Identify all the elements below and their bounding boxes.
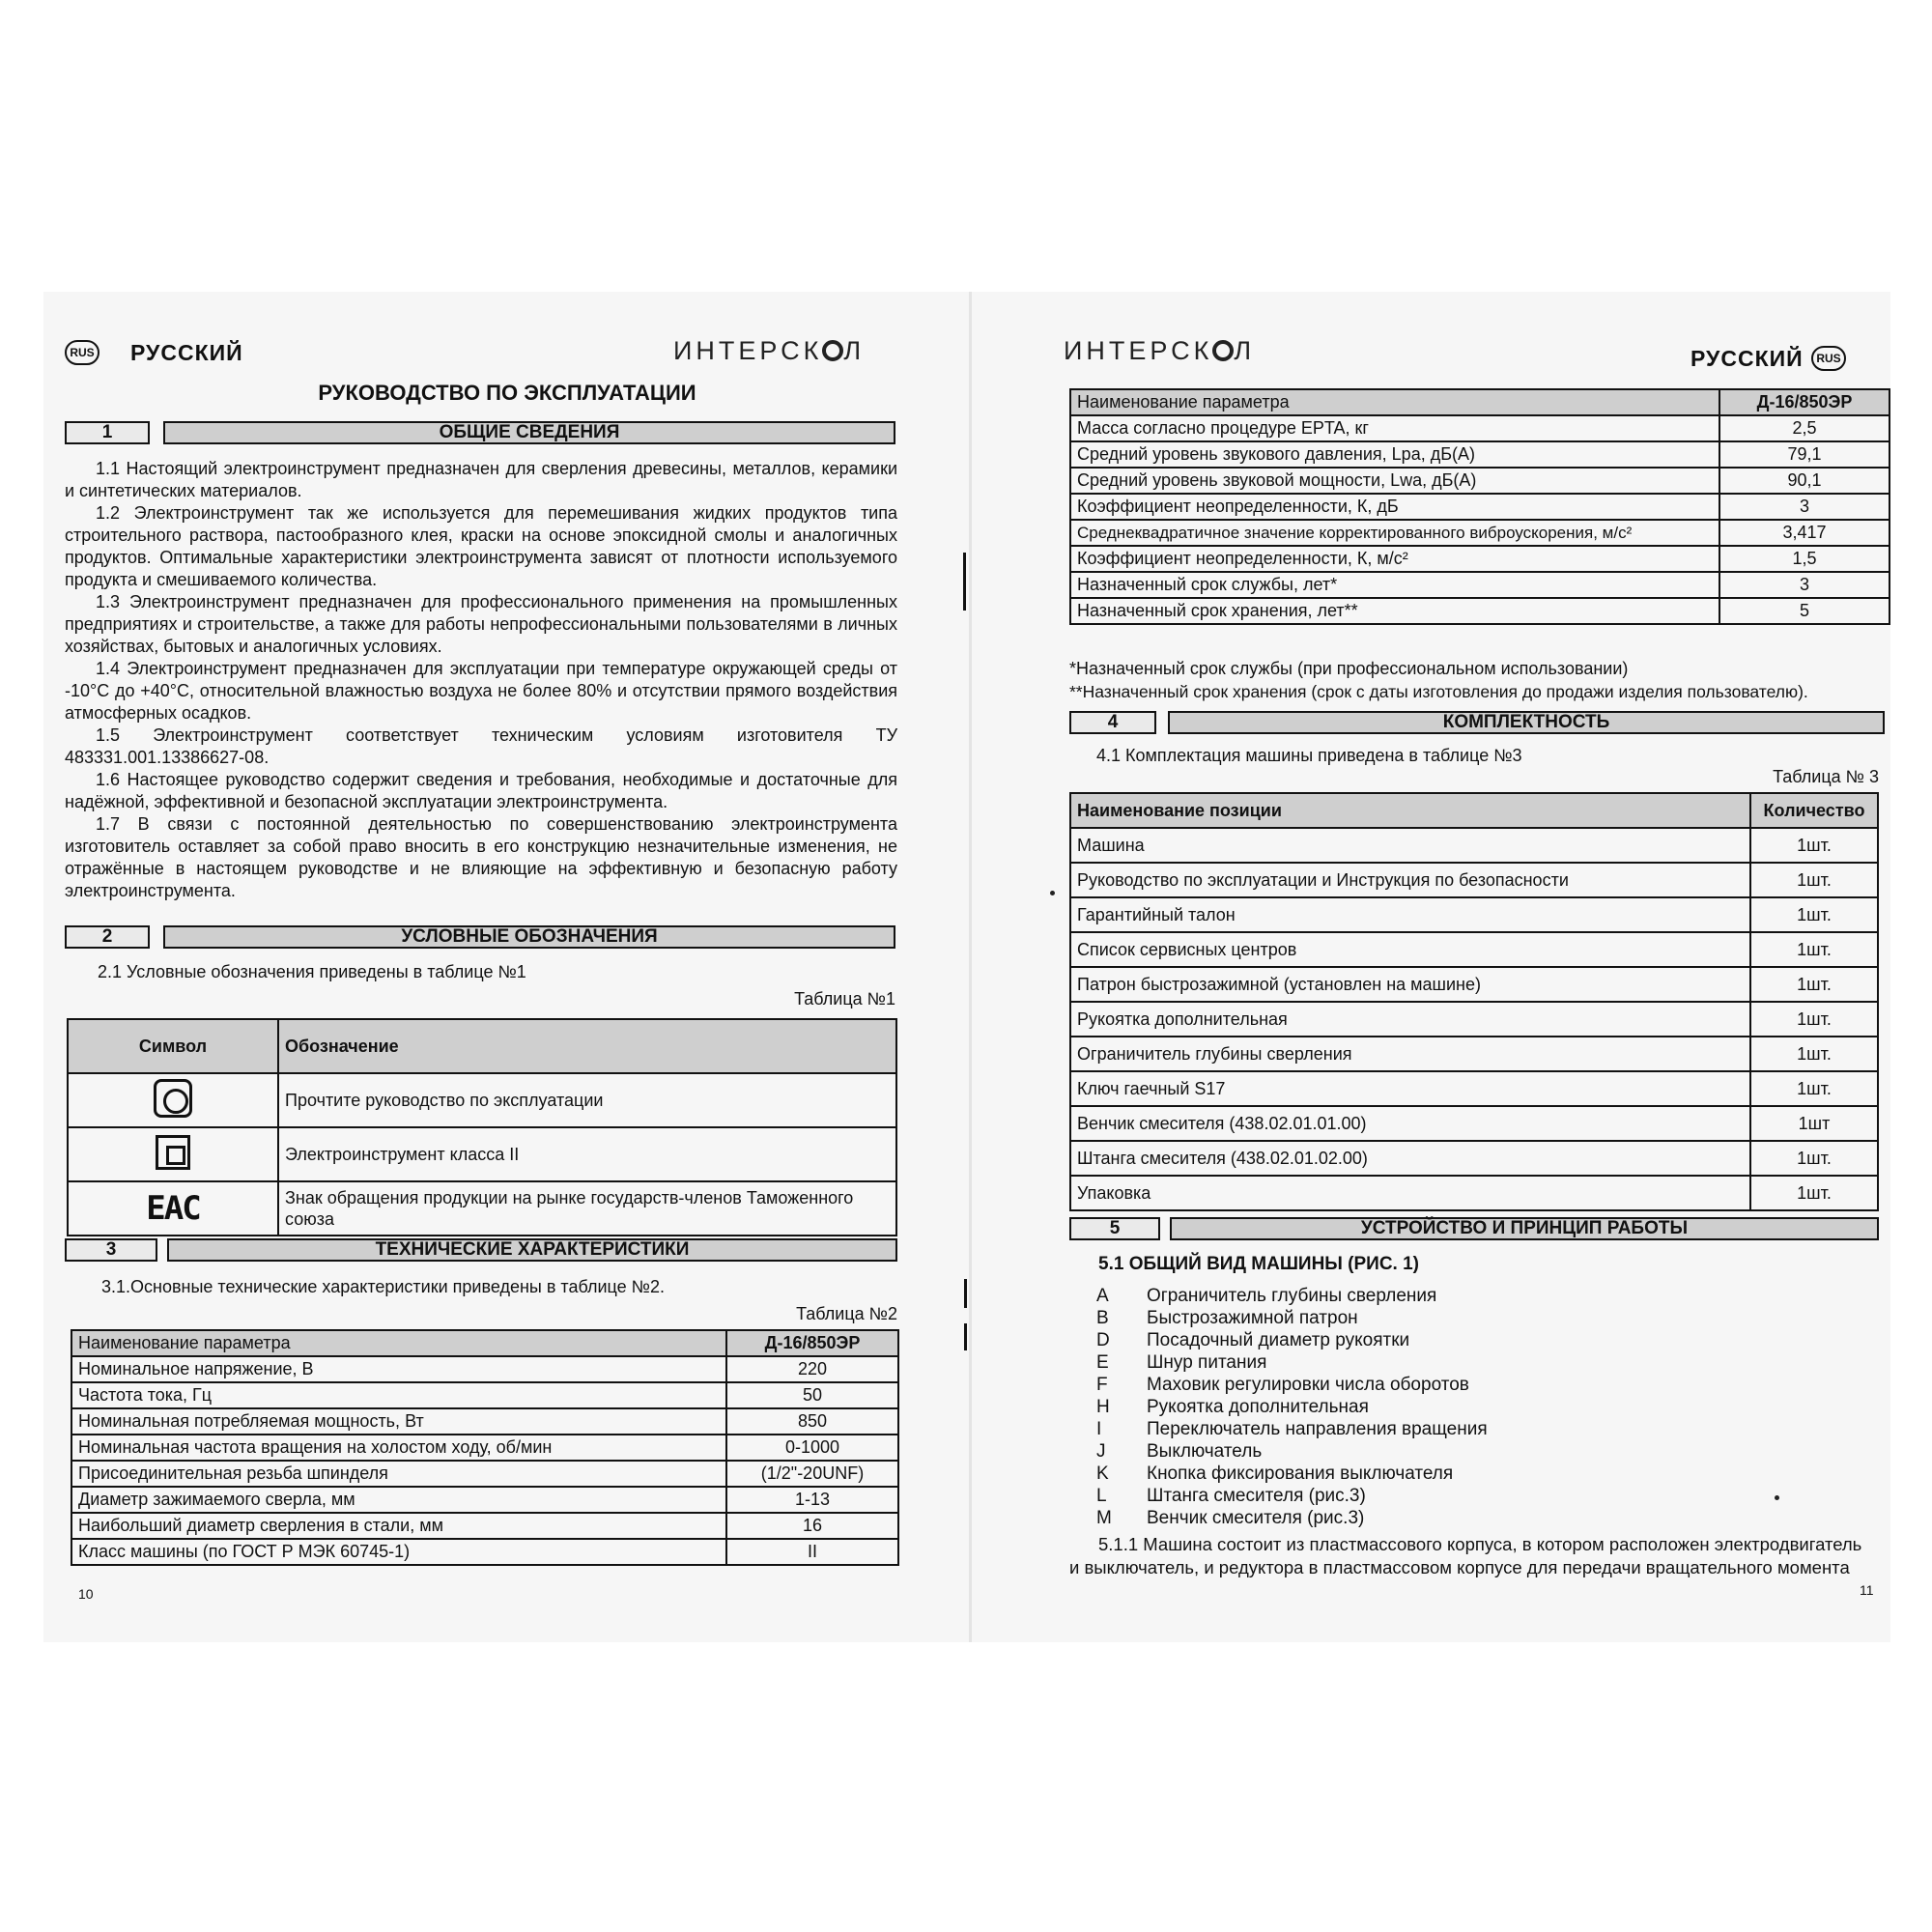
parameter-cell: Частота тока, Гц bbox=[71, 1382, 726, 1408]
table-row bbox=[1070, 1176, 1878, 1210]
symbol-cell bbox=[68, 1073, 278, 1127]
part-name: Шнур питания bbox=[1147, 1352, 1267, 1373]
table-row bbox=[1070, 1002, 1878, 1037]
part-letter: F bbox=[1096, 1375, 1108, 1395]
section-5-title: УСТРОЙСТВО И ПРИНЦИП РАБОТЫ bbox=[1170, 1217, 1879, 1240]
brand-text: ИНТЕРСК bbox=[1064, 336, 1213, 365]
quantity-cell: 1шт. bbox=[1750, 932, 1878, 967]
value-cell: 1,5 bbox=[1719, 546, 1889, 572]
language-label: РУССКИЙ bbox=[1690, 346, 1804, 371]
model-header: Д-16/850ЭР bbox=[1719, 389, 1889, 415]
section-1-text bbox=[65, 458, 897, 902]
parts-list bbox=[1096, 1285, 1488, 1529]
table-row bbox=[1070, 598, 1889, 624]
item-cell: Упаковка bbox=[1070, 1176, 1750, 1210]
list-item bbox=[1096, 1418, 1488, 1440]
paragraph-5-1-1-line1: 5.1.1 Машина состоит из пластмассового корпуса, в котором расположен электродвигатель bbox=[1098, 1534, 1862, 1554]
section-3-number: 3 bbox=[65, 1238, 157, 1262]
section-2-intro: 2.1 Условные обозначения приведены в таблице №1 bbox=[98, 962, 526, 981]
position-header: Наименование позиции bbox=[1070, 793, 1750, 828]
item-cell: Гарантийный талон bbox=[1070, 897, 1750, 932]
brand-text-tail: Л bbox=[843, 336, 866, 365]
footnote-service-life: *Назначенный срок службы (при профессиональном использовании) bbox=[1069, 659, 1629, 678]
parameter-cell: Среднеквадратичное значение корректированного виброускорения, м/с² bbox=[1070, 520, 1719, 546]
table-row bbox=[1070, 1141, 1878, 1176]
quantity-cell: 1шт. bbox=[1750, 1037, 1878, 1071]
item-cell: Ограничитель глубины сверления bbox=[1070, 1037, 1750, 1071]
value-cell: 3 bbox=[1719, 572, 1889, 598]
parameter-cell: Масса согласно процедуре EPTA, кг bbox=[1070, 415, 1719, 441]
list-item bbox=[1096, 1329, 1488, 1351]
parameter-cell: Номинальная потребляемая мощность, Вт bbox=[71, 1408, 726, 1435]
section-2-title: УСЛОВНЫЕ ОБОЗНАЧЕНИЯ bbox=[163, 925, 895, 949]
section-4-intro: 4.1 Комплектация машины приведена в таблице №3 bbox=[1096, 746, 1522, 765]
list-item bbox=[1096, 1440, 1488, 1463]
quantity-cell: 1шт. bbox=[1750, 1176, 1878, 1210]
section-2-number: 2 bbox=[65, 925, 150, 949]
parameter-cell: Назначенный срок службы, лет* bbox=[1070, 572, 1719, 598]
value-cell: 90,1 bbox=[1719, 468, 1889, 494]
part-name: Штанга смесителя (рис.3) bbox=[1147, 1486, 1366, 1506]
table-row bbox=[71, 1461, 898, 1487]
paragraph-1-1: 1.1 Настоящий электроинструмент предназначен для сверления древесины, металлов, керамики и синтетических материалов. bbox=[65, 459, 897, 500]
part-letter: M bbox=[1096, 1508, 1112, 1528]
parameter-cell: Коэффициент неопределенности, К, м/с² bbox=[1070, 546, 1719, 572]
manual-read-icon bbox=[154, 1079, 192, 1118]
table-row bbox=[71, 1356, 898, 1382]
print-speck bbox=[1775, 1495, 1779, 1500]
table-row bbox=[71, 1435, 898, 1461]
symbol-cell bbox=[68, 1127, 278, 1181]
booklet-spread bbox=[43, 292, 1890, 1642]
print-speck bbox=[1050, 891, 1055, 895]
table-row bbox=[1070, 863, 1878, 897]
item-cell: Венчик смесителя (438.02.01.01.00) bbox=[1070, 1106, 1750, 1141]
paragraph-1-4: 1.4 Электроинструмент предназначен для эксплуатации при температуре окружающей среды от -10°С до +40°С, относительной влажностью воздуха не более 80% и отсутствии прямого воздействия атмосферных осадков. bbox=[65, 659, 897, 723]
section-4-number: 4 bbox=[1069, 711, 1156, 734]
item-cell: Штанга смесителя (438.02.01.02.00) bbox=[1070, 1141, 1750, 1176]
part-name: Быстрозажимной патрон bbox=[1147, 1308, 1358, 1328]
table-header-row bbox=[68, 1019, 896, 1073]
section-3-title: ТЕХНИЧЕСКИЕ ХАРАКТЕРИСТИКИ bbox=[167, 1238, 897, 1262]
parameter-cell: Средний уровень звукового давления, Lpa, дБ(А) bbox=[1070, 441, 1719, 468]
section-1-number: 1 bbox=[65, 421, 150, 444]
table-row bbox=[71, 1487, 898, 1513]
symbol-cell bbox=[68, 1181, 278, 1236]
paragraph-1-3: 1.3 Электроинструмент предназначен для профессионального применения на промышленных предприятиях и строительстве, а также для работы непрофессиональными пользователями в личных хозяйствах, бытовых и аналогичных условиях. bbox=[65, 592, 897, 656]
item-cell: Патрон быстрозажимной (установлен на машине) bbox=[1070, 967, 1750, 1002]
table-row bbox=[1070, 1106, 1878, 1141]
item-cell: Руководство по эксплуатации и Инструкция по безопасности bbox=[1070, 863, 1750, 897]
quantity-cell: 1шт bbox=[1750, 1106, 1878, 1141]
part-name: Посадочный диаметр рукоятки bbox=[1147, 1330, 1410, 1350]
list-item bbox=[1096, 1351, 1488, 1374]
part-letter: J bbox=[1096, 1441, 1106, 1462]
paragraph-1-6: 1.6 Настоящее руководство содержит сведения и требования, необходимые и достаточные для надёжной, эффективной и безопасной эксплуатации электроинструмента. bbox=[65, 770, 897, 811]
part-name: Ограничитель глубины сверления bbox=[1147, 1286, 1437, 1306]
value-cell: 1-13 bbox=[726, 1487, 898, 1513]
parameter-cell: Присоединительная резьба шпинделя bbox=[71, 1461, 726, 1487]
brand-logo bbox=[673, 336, 865, 366]
meaning-cell: Прочтите руководство по эксплуатации bbox=[278, 1073, 896, 1127]
list-item bbox=[1096, 1507, 1488, 1529]
parameter-header: Наименование параметра bbox=[71, 1330, 726, 1356]
tech-specs-table bbox=[71, 1329, 899, 1566]
right-page bbox=[971, 292, 1890, 1642]
brand-text-tail: Л bbox=[1234, 336, 1256, 365]
table-row bbox=[1070, 441, 1889, 468]
table-row bbox=[71, 1382, 898, 1408]
part-name: Рукоятка дополнительная bbox=[1147, 1397, 1369, 1417]
part-name: Кнопка фиксирования выключателя bbox=[1147, 1463, 1454, 1484]
part-letter: A bbox=[1096, 1286, 1109, 1306]
value-cell: 3,417 bbox=[1719, 520, 1889, 546]
paragraph-1-5: 1.5 Электроинструмент соответствует техническим условиям изготовителя ТУ 483331.001.13386627-08. bbox=[65, 725, 897, 767]
part-name: Венчик смесителя (рис.3) bbox=[1147, 1508, 1365, 1528]
table-row bbox=[1070, 546, 1889, 572]
quantity-cell: 1шт. bbox=[1750, 1071, 1878, 1106]
table-row bbox=[71, 1408, 898, 1435]
parameter-cell: Средний уровень звуковой мощности, Lwa, дБ(А) bbox=[1070, 468, 1719, 494]
part-name: Выключатель bbox=[1147, 1441, 1263, 1462]
table-row bbox=[1070, 897, 1878, 932]
meaning-cell: Электроинструмент класса II bbox=[278, 1127, 896, 1181]
page-number-right: 11 bbox=[1860, 1582, 1874, 1598]
part-name: Переключатель направления вращения bbox=[1147, 1419, 1488, 1439]
list-item bbox=[1096, 1307, 1488, 1329]
list-item bbox=[1096, 1463, 1488, 1485]
item-cell: Список сервисных центров bbox=[1070, 932, 1750, 967]
table-row bbox=[71, 1513, 898, 1539]
staple-mark bbox=[964, 1323, 967, 1350]
paragraph-5-1-1-line2: и выключатель, и редуктора в пластмассовом корпусе для передачи вращательного момента bbox=[1069, 1557, 1850, 1577]
eac-mark-icon: ЕАС bbox=[146, 1189, 200, 1228]
value-cell: 79,1 bbox=[1719, 441, 1889, 468]
footnote-storage-life: **Назначенный срок хранения (срок с даты изготовления до продажи изделия пользователю). bbox=[1069, 682, 1808, 701]
symbol-header: Символ bbox=[68, 1019, 278, 1073]
quantity-cell: 1шт. bbox=[1750, 1002, 1878, 1037]
parameter-cell: Диаметр зажимаемого сверла, мм bbox=[71, 1487, 726, 1513]
gear-icon bbox=[1212, 340, 1234, 361]
value-cell: 16 bbox=[726, 1513, 898, 1539]
parameter-cell: Номинальное напряжение, В bbox=[71, 1356, 726, 1382]
quantity-cell: 1шт. bbox=[1750, 1141, 1878, 1176]
brand-logo bbox=[1064, 336, 1255, 366]
meaning-cell: Знак обращения продукции на рынке государств-членов Таможенного союза bbox=[278, 1181, 896, 1236]
parameter-cell: Наибольший диаметр сверления в стали, мм bbox=[71, 1513, 726, 1539]
part-letter: I bbox=[1096, 1419, 1102, 1439]
page-number-left: 10 bbox=[78, 1586, 94, 1602]
kit-contents-table bbox=[1069, 792, 1879, 1211]
value-cell: 50 bbox=[726, 1382, 898, 1408]
value-cell: 220 bbox=[726, 1356, 898, 1382]
staple-mark bbox=[964, 1279, 967, 1308]
part-letter: B bbox=[1096, 1308, 1109, 1328]
parameter-cell: Номинальная частота вращения на холостом ходу, об/мин bbox=[71, 1435, 726, 1461]
value-cell: 850 bbox=[726, 1408, 898, 1435]
tech-specs-table-continued bbox=[1069, 388, 1890, 625]
item-cell: Ключ гаечный S17 bbox=[1070, 1071, 1750, 1106]
quantity-cell: 1шт. bbox=[1750, 863, 1878, 897]
paragraph-1-7: 1.7 В связи с постоянной деятельностью по совершенствованию электроинструмента изготовитель оставляет за собой право вносить в его конструкцию незначительные изменения, не отражённые в настоящем руководстве и не влияющие на эффективную и безопасную работу электроинструмента. bbox=[65, 814, 897, 900]
rus-badge: RUS bbox=[65, 340, 99, 365]
table-header-row bbox=[71, 1330, 898, 1356]
table-3-caption: Таблица № 3 bbox=[1773, 767, 1879, 786]
document-title: РУКОВОДСТВО ПО ЭКСПЛУАТАЦИИ bbox=[318, 381, 696, 405]
table-row bbox=[1070, 520, 1889, 546]
table-row bbox=[1070, 494, 1889, 520]
value-cell: 5 bbox=[1719, 598, 1889, 624]
part-letter: H bbox=[1096, 1397, 1110, 1417]
table-row bbox=[1070, 415, 1889, 441]
symbols-table bbox=[67, 1018, 897, 1236]
item-cell: Рукоятка дополнительная bbox=[1070, 1002, 1750, 1037]
table-row bbox=[1070, 468, 1889, 494]
parameter-cell: Класс машины (по ГОСТ Р МЭК 60745-1) bbox=[71, 1539, 726, 1565]
table-header-row bbox=[1070, 793, 1878, 828]
table-row bbox=[1070, 1071, 1878, 1106]
quantity-cell: 1шт. bbox=[1750, 897, 1878, 932]
value-cell: II bbox=[726, 1539, 898, 1565]
part-letter: K bbox=[1096, 1463, 1109, 1484]
rus-badge: RUS bbox=[1811, 346, 1846, 371]
item-cell: Машина bbox=[1070, 828, 1750, 863]
value-cell: (1/2"-20UNF) bbox=[726, 1461, 898, 1487]
list-item bbox=[1096, 1285, 1488, 1307]
table-row bbox=[71, 1539, 898, 1565]
table-header-row bbox=[1070, 389, 1889, 415]
class-ii-icon bbox=[156, 1135, 190, 1170]
staple-mark bbox=[963, 553, 966, 611]
table-row bbox=[1070, 572, 1889, 598]
parameter-header: Наименование параметра bbox=[1070, 389, 1719, 415]
quantity-cell: 1шт. bbox=[1750, 967, 1878, 1002]
parameter-cell: Назначенный срок хранения, лет** bbox=[1070, 598, 1719, 624]
paragraph-1-2: 1.2 Электроинструмент так же используется для перемешивания жидких продуктов типа строительного раствора, пастообразного клея, краски на основе эпоксидной смолы и аналогичных продуктов. Оптимальные характеристики электроинструмента зависят от плотности используемого продукта и смешиваемого количества. bbox=[65, 503, 897, 589]
part-letter: D bbox=[1096, 1330, 1110, 1350]
brand-text: ИНТЕРСК bbox=[673, 336, 823, 365]
table-row bbox=[1070, 828, 1878, 863]
section-3-intro: 3.1.Основные технические характеристики приведены в таблице №2. bbox=[101, 1277, 665, 1296]
part-letter: L bbox=[1096, 1486, 1107, 1506]
section-4-title: КОМПЛЕКТНОСТЬ bbox=[1168, 711, 1885, 734]
gear-icon bbox=[822, 340, 843, 361]
table-row bbox=[1070, 932, 1878, 967]
section-1-title: ОБЩИЕ СВЕДЕНИЯ bbox=[163, 421, 895, 444]
part-name: Маховик регулировки числа оборотов bbox=[1147, 1375, 1469, 1395]
value-cell: 2,5 bbox=[1719, 415, 1889, 441]
section-5-number: 5 bbox=[1069, 1217, 1160, 1240]
table-row bbox=[1070, 967, 1878, 1002]
table-row bbox=[68, 1127, 896, 1181]
list-item bbox=[1096, 1374, 1488, 1396]
meaning-header: Обозначение bbox=[278, 1019, 896, 1073]
value-cell: 0-1000 bbox=[726, 1435, 898, 1461]
list-item bbox=[1096, 1396, 1488, 1418]
subsection-5-1-title: 5.1 ОБЩИЙ ВИД МАШИНЫ (РИС. 1) bbox=[1098, 1254, 1419, 1274]
model-header: Д-16/850ЭР bbox=[726, 1330, 898, 1356]
table-row bbox=[68, 1073, 896, 1127]
list-item bbox=[1096, 1485, 1488, 1507]
quantity-header: Количество bbox=[1750, 793, 1878, 828]
table-row bbox=[68, 1181, 896, 1236]
quantity-cell: 1шт. bbox=[1750, 828, 1878, 863]
language-label: РУССКИЙ bbox=[130, 340, 243, 365]
table-2-caption: Таблица №2 bbox=[796, 1304, 897, 1323]
table-1-caption: Таблица №1 bbox=[794, 989, 895, 1009]
left-page bbox=[43, 292, 971, 1642]
value-cell: 3 bbox=[1719, 494, 1889, 520]
part-letter: E bbox=[1096, 1352, 1109, 1373]
table-row bbox=[1070, 1037, 1878, 1071]
parameter-cell: Коэффициент неопределенности, К, дБ bbox=[1070, 494, 1719, 520]
